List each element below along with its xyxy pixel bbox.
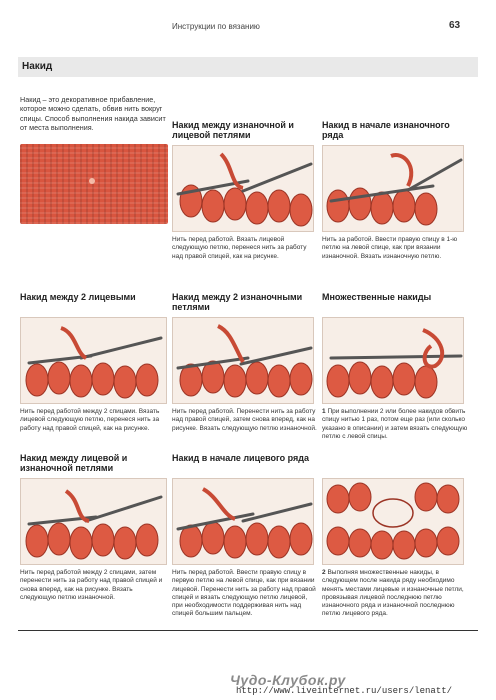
panel-title: Накид в начале изнаночного ряда	[322, 120, 450, 140]
panel-title: Множественные накиды	[322, 292, 432, 302]
panel-caption	[322, 408, 472, 441]
panel-title: Накид между 2 лицевыми	[20, 292, 136, 302]
illustration-svg	[173, 479, 313, 564]
panel-caption: Нить перед работой между 2 спицами, затем перенести нить за работу над правой спицей и снова вперед, как на рисунке. Вязать следующую петлю изнаночной.	[20, 569, 163, 601]
knit-purl-yarnover-illustration	[172, 145, 314, 232]
illustration-svg	[323, 318, 463, 403]
caption-text: Выполняя множественные накиды, в следующем после накида ряду необходимо менять местами лицевые и изнаночные петли, провязывая лицевой последнюю петлю изнаночного ряда и изнаночной последнюю петлю лицевого ряда.	[322, 569, 464, 618]
panel-caption: Нить перед работой. Ввести правую спицу в первую петлю на левой спице, как при вязании лицевой. Перенести нить за работу над правой спицей и вязать следующую петлю лицевой, при необходимости поддерживая нить над спицей большим пальцем.	[172, 569, 316, 618]
multiple-yarnovers-illustration-2	[322, 478, 464, 565]
panel-title: Накид между изнаночной и лицевой петлями	[172, 120, 294, 140]
illustration-svg	[21, 318, 166, 403]
knit-row-start-illustration	[172, 478, 314, 565]
illustration-svg	[21, 479, 166, 564]
intro-text: Накид – это декоративное прибавление, которое можно сделать, обвив нить вокруг спицы. Способ выполнения накида зависит от места выполнения.	[20, 95, 166, 132]
panel-caption: Нить перед работой. Вязать лицевой следующую петлю, перенеся нить за работу над правой спицей, как на рисунке.	[172, 236, 307, 260]
panel-caption: Нить перед работой между 2 спицами. Вязать лицевой следующую петлю, перенеся нить за работу над правой спицей, как на рисунке.	[20, 408, 160, 432]
yarnover-hole	[89, 178, 95, 184]
multiple-yarnovers-illustration-1	[322, 317, 464, 404]
panel-caption: Нить перед работой. Перенести нить за работу над правой спицей, затем снова вперед, как на рисунке. Вязать следующую петлю изнаночной.	[172, 408, 317, 432]
header-title: Инструкции по вязанию	[172, 22, 260, 31]
panel-title: Накид в начале лицевого ряда	[172, 453, 310, 463]
between-knits-illustration	[20, 317, 167, 404]
bottom-rule	[18, 630, 478, 631]
caption-number: 2	[322, 569, 326, 576]
section-title-bar	[18, 57, 478, 77]
section-title: Накид	[22, 61, 53, 72]
site-watermark: Чудо-Клубок.ру	[230, 672, 346, 688]
caption-text: При выполнении 2 или более накидов обвить спицу нитью 1 раз, потом еще раз (или сколько указано в описании) и затем вязать следующую петлю с левой спицы.	[322, 408, 468, 440]
illustration-svg	[323, 146, 463, 231]
panel-caption	[322, 569, 472, 619]
between-purls-illustration	[172, 317, 314, 404]
knit-then-purl-illustration	[20, 478, 167, 565]
knit-swatch-image	[20, 144, 168, 224]
page-number: 63	[449, 20, 461, 31]
illustration-svg	[173, 318, 313, 403]
page-header	[0, 0, 496, 40]
source-url: http://www.liveinternet.ru/users/lenatt/	[236, 686, 453, 696]
illustration-svg	[323, 479, 463, 564]
panel-title: Накид между 2 изнаночными петлями	[172, 292, 303, 312]
panel-title: Накид между лицевой и изнаночной петлями	[20, 453, 128, 473]
caption-number: 1	[322, 408, 326, 415]
purl-row-start-yarnover-illustration	[322, 145, 464, 232]
illustration-svg	[173, 146, 313, 231]
panel-caption: Нить за работой. Ввести правую спицу в 1-ю петлю на левой спице, как при вязании изнаночной. Вязать изнаночную петлю.	[322, 236, 458, 260]
